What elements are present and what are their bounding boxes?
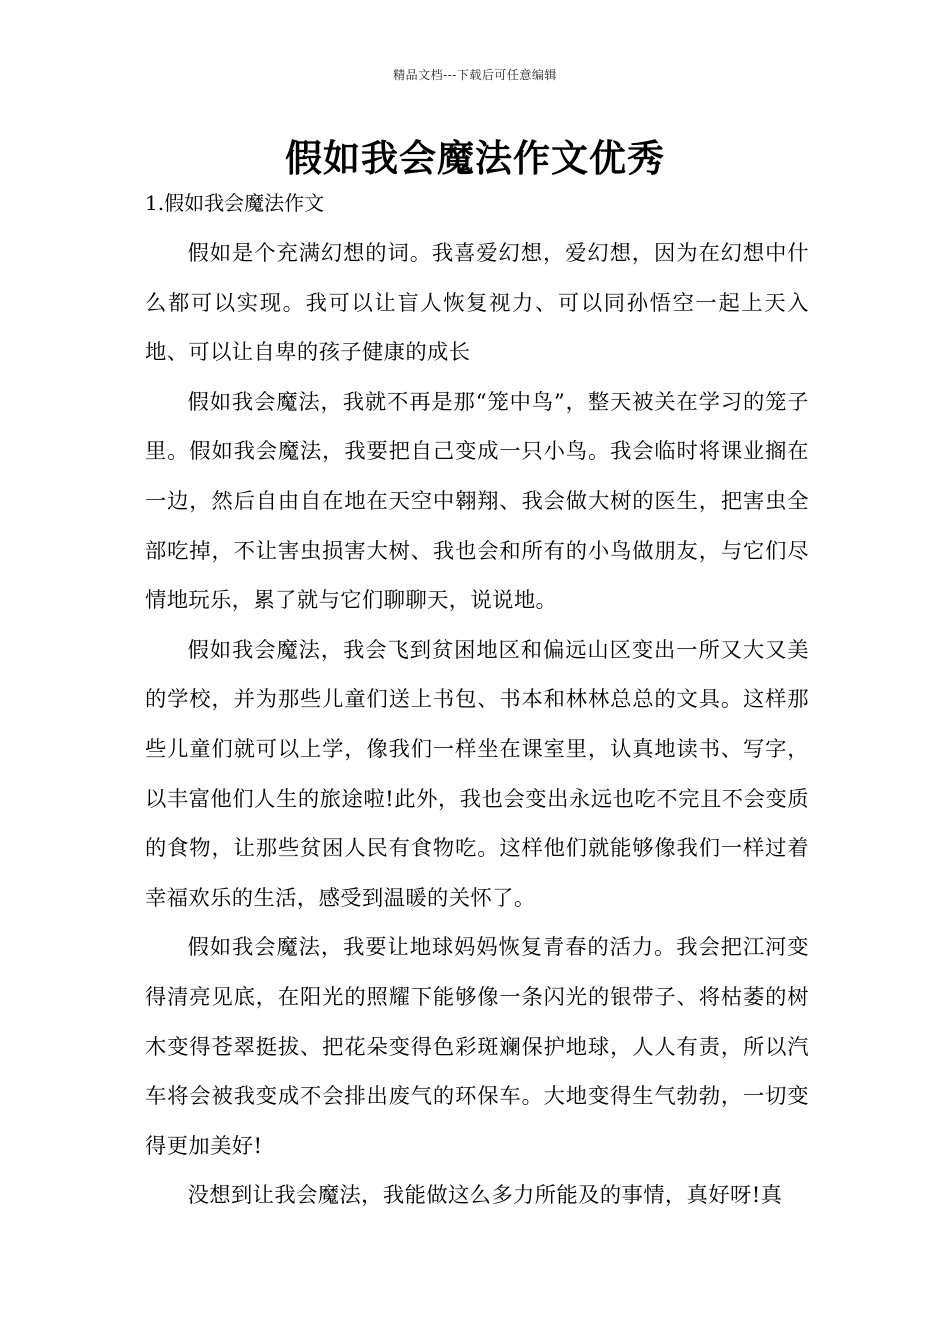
page-title: 假如我会魔法作文优秀 xyxy=(285,136,665,180)
body-text xyxy=(145,229,809,1221)
header-note: 精品文档---下载后可任意编辑 xyxy=(393,68,557,82)
paragraph: 假如我会魔法，我要让地球妈妈恢复青春的活力。我会把江河变得清亮见底，在阳光的照耀下能够像一条闪光的银带子、将枯萎的树木变得苍翠挺拔、把花朵变得色彩斑斓保护地球，人人有责，所以汽车将会被我变成不会排出废气的环保车。大地变得生气勃勃，一切变得更加美好! xyxy=(145,935,809,1159)
paragraph: 没想到让我会魔法，我能做这么多力所能及的事情，真好呀!真 xyxy=(187,1183,783,1209)
section-heading: 1.假如我会魔法作文 xyxy=(145,191,325,215)
paragraph: 假如我会魔法，我就不再是那“笼中鸟”，整天被关在学习的笼子里。假如我会魔法，我要把自己变成一只小鸟。我会临时将课业搁在一边，然后自由自在地在天空中翱翔、我会做大树的医生，把害虫全部吃掉，不让害虫损害大树、我也会和所有的小鸟做朋友，与它们尽情地玩乐，累了就与它们聊聊天，说说地。 xyxy=(145,389,809,614)
paragraph: 假如是个充满幻想的词。我喜爱幻想，爱幻想，因为在幻想中什么都可以实现。我可以让盲人恢复视力、可以同孙悟空一起上天入地、可以让自卑的孩子健康的成长 xyxy=(145,241,809,366)
paragraph: 假如我会魔法，我会飞到贫困地区和偏远山区变出一所又大又美的学校，并为那些儿童们送上书包、书本和林林总总的文具。这样那些儿童们就可以上学，像我们一样坐在课室里，认真地读书、写字，以丰富他们人生的旅途啦!此外，我也会变出永远也吃不完且不会变质的食物，让那些贫困人民有食物吃。这样他们就能够像我们一样过着幸福欢乐的生活，感受到温暖的关怀了。 xyxy=(145,637,809,911)
